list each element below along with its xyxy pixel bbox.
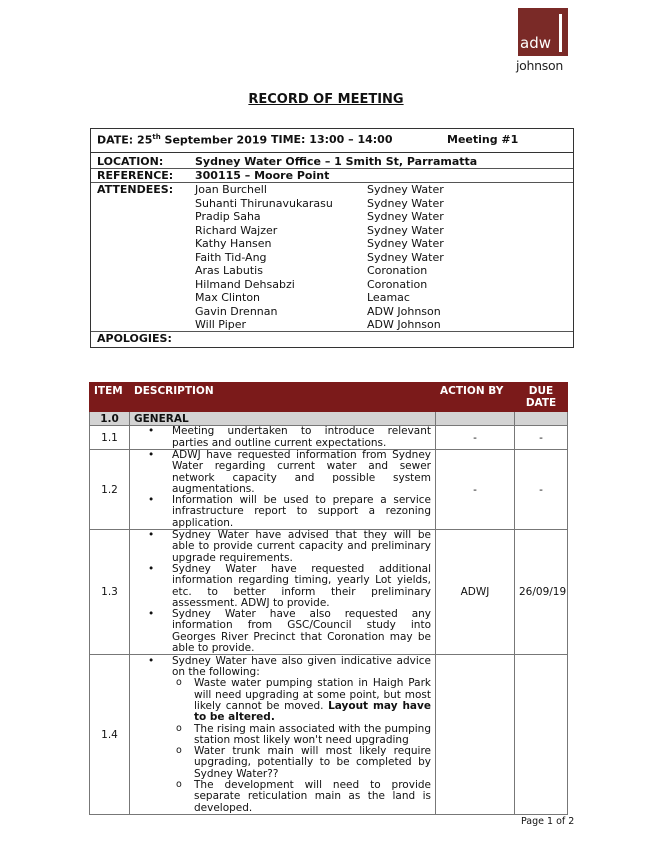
- attendee-org: Sydney Water: [367, 183, 444, 196]
- sub-bullet-item: o Water trunk main will most likely require upgrading, potentially to be completed by Sydney Water??: [172, 746, 431, 780]
- bullet-text: Sydney Water have also given indicative advice on the following:: [172, 654, 431, 679]
- attendee-name: Suhanti Thirunavukarasu: [195, 196, 333, 210]
- item-description: [130, 530, 436, 655]
- attendee-name: Faith Tid-Ang: [195, 250, 267, 264]
- attendee-name: Joan Burchell: [195, 183, 267, 196]
- table-row: [90, 530, 568, 655]
- bullet-item: • Sydney Water have also requested any information from GSC/Council study into Georges River Precinct that Coronation may be able to provide.: [148, 609, 431, 654]
- attendee-name: Pradip Saha: [195, 210, 261, 223]
- item-action-by: ADWJ: [436, 530, 515, 655]
- item-due-date: [515, 655, 568, 815]
- item-number: 1.2: [90, 450, 130, 530]
- item-due-date: -: [515, 426, 568, 450]
- bullet-item: • Meeting undertaken to introduce relevant parties and outline current expectations.: [148, 426, 431, 449]
- header-item: ITEM: [90, 383, 130, 412]
- table-row: [90, 426, 568, 450]
- section-row: [90, 412, 568, 426]
- attendee-org: Sydney Water: [367, 250, 444, 264]
- logo-mark-text: adw: [520, 34, 551, 52]
- page-title: RECORD OF MEETING: [248, 92, 404, 107]
- meeting-time: TIME: 13:00 – 14:00: [271, 133, 393, 146]
- attendee-org: Sydney Water: [367, 196, 444, 210]
- empty-cell: [436, 412, 515, 426]
- bullet-item: • ADWJ have requested information from Sydney Water regarding current water and sewer network capacity and possible system augmentations.: [148, 450, 431, 495]
- table-header-row: [90, 383, 568, 412]
- item-description: [130, 426, 436, 450]
- company-logo: [514, 8, 572, 74]
- sub-bullet-item: o The development will need to provide separate reticulation main as the land is developed.: [172, 780, 431, 814]
- item-action-by: -: [436, 450, 515, 530]
- meeting-number: Meeting #1: [447, 133, 519, 146]
- header-due-date: DUE DATE: [515, 383, 568, 412]
- reference-value: 300115 – Moore Point: [195, 169, 330, 182]
- sub-bullet-item: o Waste water pumping station in Haigh Park will need upgrading at some point, but most likely cannot be moved. Layout may have to be altered.: [172, 678, 431, 723]
- item-action-by: [436, 655, 515, 815]
- bullet-item: • Sydney Water have requested additional information regarding timing, yearly Lot yields, etc. to better inform their preliminary assessment. ADWJ to provide.: [148, 564, 431, 609]
- meeting-date: DATE: 25th September 2019: [97, 133, 268, 147]
- reference-label: REFERENCE:: [97, 169, 174, 182]
- bullet-item: • Sydney Water have advised that they will be able to provide current capacity and preliminary upgrade requirements.: [148, 530, 431, 564]
- item-description: [130, 655, 436, 815]
- attendee-name: Kathy Hansen: [195, 237, 272, 250]
- logo-name: johnson: [516, 58, 563, 73]
- attendee-name: Richard Wajzer: [195, 223, 278, 237]
- bullet-item: • Information will be used to prepare a service infrastructure report to support a rezoning application.: [148, 495, 431, 529]
- attendee-name: Aras Labutis: [195, 264, 263, 277]
- attendee-name: Will Piper: [195, 318, 247, 331]
- attendee-org: Sydney Water: [367, 210, 444, 223]
- attendee-org: Sydney Water: [367, 223, 444, 237]
- bullet-item: [148, 656, 431, 814]
- attendee-org: ADW Johnson: [367, 318, 441, 331]
- table-row: [90, 450, 568, 530]
- attendee-org: Coronation: [367, 277, 428, 291]
- logo-mark: [518, 8, 568, 56]
- sub-bullet-item: o The rising main associated with the pumping station most likely won't need upgrading: [172, 724, 431, 747]
- attendee-name: Max Clinton: [195, 291, 261, 304]
- header-action-by: ACTION BY: [436, 383, 515, 412]
- attendee-name: Hilmand Dehsabzi: [195, 277, 295, 291]
- items-table: [89, 382, 568, 815]
- section-number: 1.0: [90, 412, 130, 426]
- item-due-date: -: [515, 450, 568, 530]
- apologies-label: APOLOGIES:: [97, 332, 172, 345]
- attendee-name: Gavin Drennan: [195, 304, 278, 318]
- item-description: [130, 450, 436, 530]
- page-number: Page 1 of 2: [521, 816, 575, 827]
- table-row: [90, 655, 568, 815]
- item-number: 1.4: [90, 655, 130, 815]
- attendee-org: Sydney Water: [367, 237, 444, 250]
- attendees-label: ATTENDEES:: [97, 183, 174, 196]
- item-action-by: -: [436, 426, 515, 450]
- header-description: DESCRIPTION: [130, 383, 436, 412]
- attendee-org: Coronation: [367, 264, 428, 277]
- item-number: 1.3: [90, 530, 130, 655]
- item-number: 1.1: [90, 426, 130, 450]
- section-title: GENERAL: [130, 412, 436, 426]
- item-due-date: 26/09/19: [515, 530, 568, 655]
- attendee-org: ADW Johnson: [367, 304, 441, 318]
- meeting-info-box: [90, 128, 574, 348]
- logo-bar: [559, 14, 562, 52]
- empty-cell: [515, 412, 568, 426]
- attendee-org: Leamac: [367, 291, 410, 304]
- meeting-header-row: [91, 129, 573, 153]
- location-label: LOCATION:: [97, 155, 164, 168]
- location-value: Sydney Water Office – 1 Smith St, Parramatta: [195, 155, 478, 168]
